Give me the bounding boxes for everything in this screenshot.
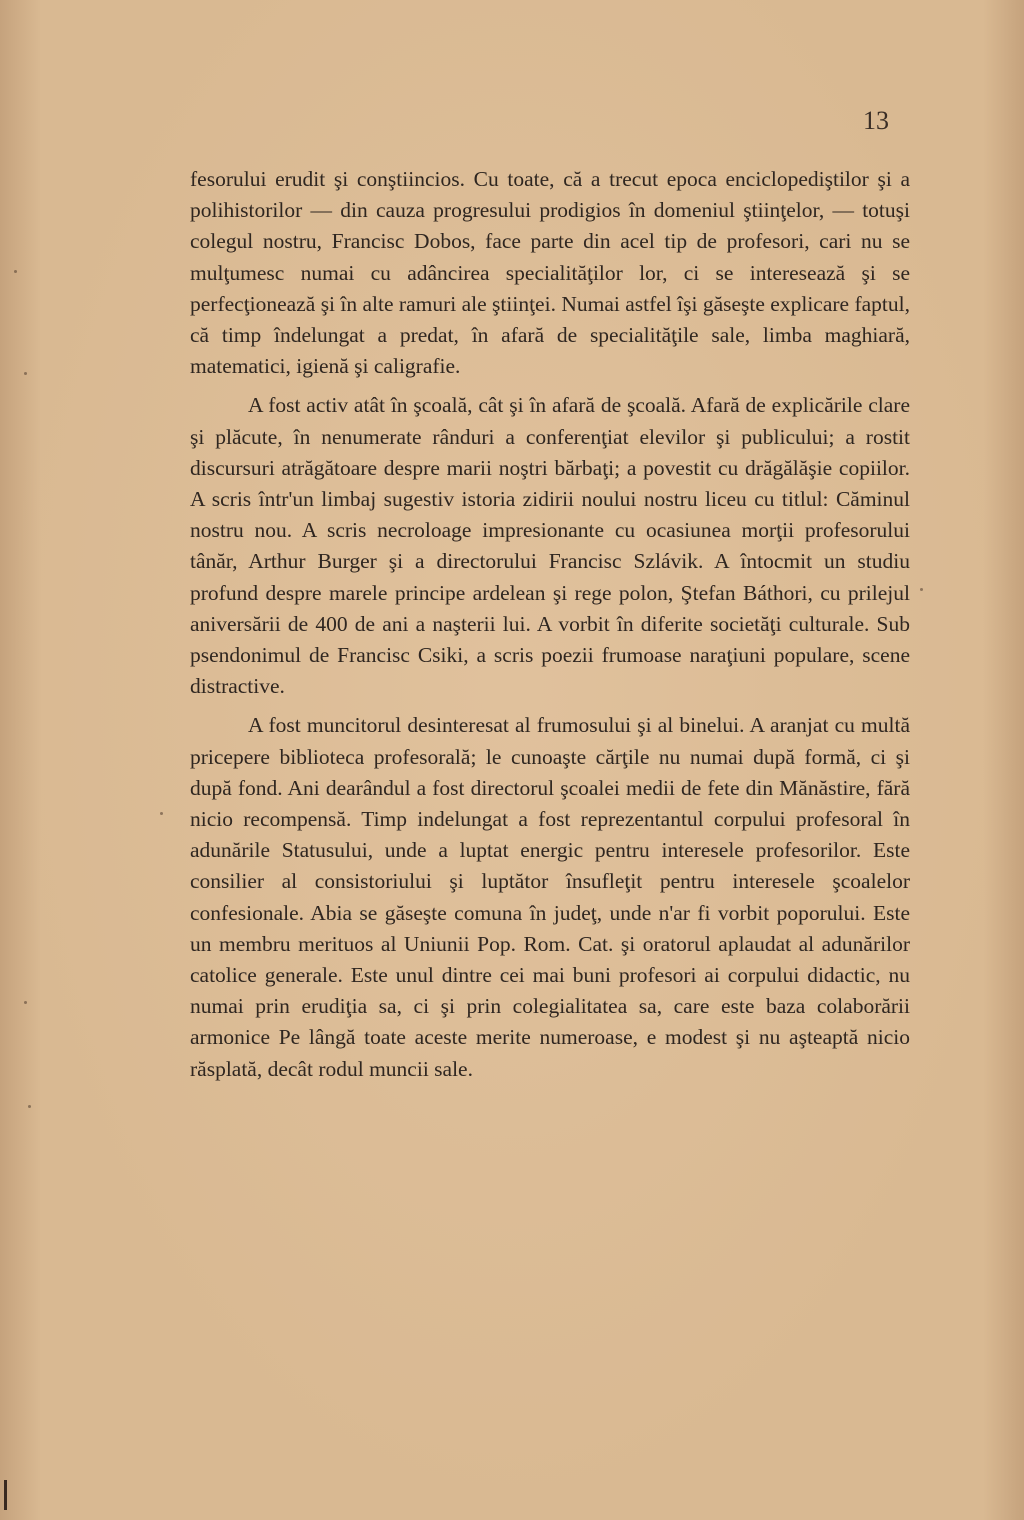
- paragraph-2: A fost activ atât în şcoală, cât şi în afară de şcoală. Afară de explicările clare şi plăcute, în nenumerate rânduri a conferenţiat elevilor şi publicului; a rostit discursuri atrăgătoare despre marii noştri bărbaţi; a povestit cu drăgălăşie copiilor. A scris într'un limbaj sugestiv istoria zidirii noului nostru liceu cu titlul: Căminul nostru nou. A scris necroloage impresionante cu ocasiunea morţii profesorului tânăr, Arthur Burger şi a directorului Francisc Szlávik. A întocmit un studiu profund despre marele principe ardelean şi rege polon, Ştefan Báthori, cu prilejul aniversării de 400 de ani a naşterii lui. A vorbit în diferite societăţi culturale. Sub psendonimul de Francisc Csiki, a scris poezii frumoase naraţiuni populare, scene distractive.: [190, 393, 910, 699]
- paper-speck: [24, 372, 27, 375]
- paragraph-3: A fost muncitorul desinteresat al frumosului şi al binelui. A aranjat cu multă pricepere biblioteca profesorală; le cunoaşte cărţile nu numai după formă, ci şi după fond. Ani dearândul a fost directorul şcoalei medii de fete din Mănăstire, fără nicio recompensă. Timp indelungat a fost reprezentantul corpului profesoral în adunările Statusului, unde a luptat energic pentru interesele profesorilor. Este consilier al consistoriului şi luptător însufleţit pentru interesele şcoalelor confesionale. Abia se găseşte comuna în judeţ, unde n'ar fi vorbit poporului. Este un membru merituos al Uniunii Pop. Rom. Cat. şi oratorul aplaudat al adunărilor catolice generale. Este unul dintre cei mai buni profesori ai corpului didactic, nu numai prin erudiţia sa, ci şi prin colegialitatea sa, care este baza colaborării armonice Pe lângă toate aceste merite numeroase, e modest şi nu aşteaptă nicio răsplată, decât rodul muncii sale.: [190, 713, 910, 1081]
- paper-speck: [28, 1105, 31, 1108]
- paper-speck: [920, 588, 923, 591]
- body-text: [190, 164, 910, 1085]
- paper-speck: [14, 270, 17, 273]
- page-number: 13: [863, 106, 889, 135]
- paper-speck: [24, 1001, 27, 1004]
- page-edge-mark: [4, 1480, 7, 1510]
- paragraph-1: fesorului erudit şi conştiincios. Cu toate, că a trecut epoca enciclopediştilor şi a polihistorilor — din cauza progresului prodigios în domeniul ştiinţelor, — totuşi colegul nostru, Francisc Dobos, face parte din acel tip de profesori, cari nu se mulţumesc numai cu adâncirea specialităţilor lor, ci se interesează şi se perfecţionează şi în alte ramuri ale ştiinţei. Numai astfel îşi găseşte explicare faptul, că timp îndelungat a predat, în afară de specialităţile sale, limba maghiară, matematici, igienă şi caligrafie.: [190, 167, 910, 379]
- paper-speck: [160, 812, 163, 815]
